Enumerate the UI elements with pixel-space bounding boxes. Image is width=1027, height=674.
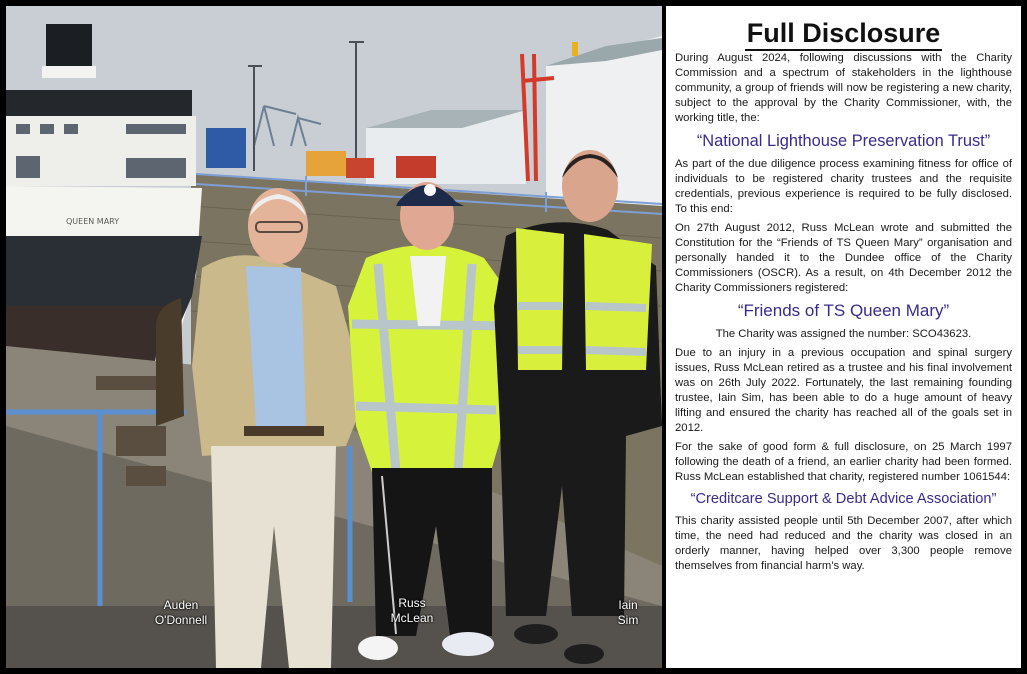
caption-russ-line-1: Russ: [398, 596, 426, 610]
container-yellow: [306, 151, 346, 176]
caption-iain-line-1: Iain: [618, 598, 638, 612]
ship-name-text: QUEEN MARY: [66, 217, 120, 226]
heading-friends-of-ts-queen-mary: “Friends of TS Queen Mary”: [737, 301, 950, 320]
page-title: [675, 18, 1012, 48]
paragraph-closure: This charity assisted people until 5th December 2007, after which time, the need had reduced and the charity was closed in an orderly manner, having helped over 3,300 people remove themselves from financial harm's way.: [675, 515, 1012, 572]
caption-iain-sim: [606, 598, 650, 628]
yellow-beacon: [572, 42, 578, 56]
paragraph-constitution: On 27th August 2012, Russ McLean wrote and submitted the Constitution for the “Friends of TS Queen Mary” organisation and personally handed it to the Dundee office of the Charity Commissioners (OSCR). As a result, on 4th December 2012 the Charity Commissioners registered:: [675, 222, 1012, 294]
paragraph-earlier-charity: For the sake of good form & full disclosure, on 25 March 1997 following the death of a friend, an earlier charity had been formed. Russ McLean established that charity, registered number 1061544:: [675, 441, 1012, 483]
caption-russ-line-2: McLean: [390, 611, 434, 625]
group-photo: [6, 6, 662, 668]
full-disclosure-panel: [666, 6, 1021, 668]
gravel-ground: [6, 606, 662, 668]
container-red: [346, 158, 374, 178]
caption-russ-mclean: [382, 596, 442, 626]
container-red-2: [396, 156, 436, 178]
caption-auden-line-2: O'Donnell: [154, 613, 208, 627]
dock-scene-illustration: [6, 6, 662, 668]
blue-machinery: [206, 128, 246, 168]
paragraph-due-diligence: As part of the due diligence process examining fitness for office of individuals to be registered charity trustees and the requisite credentials, previous experience is required to be fully disclosed. To this end:: [675, 158, 1012, 215]
caption-iain-line-2: Sim: [617, 613, 639, 627]
paragraph-charity-number: The Charity was assigned the number: SCO43623.: [715, 328, 972, 340]
heading-national-lighthouse-preservation-trust: “National Lighthouse Preservation Trust”: [696, 132, 991, 150]
paragraph-retirement: Due to an injury in a previous occupation and spinal surgery issues, Russ McLean retired as a trustee and his final involvement was on 26th July 2022. Fortunately, the last remaining founding trustee, Iain Sim, has been able to do a huge amount of heavy lifting and ensured the charity has reached all of the goals set in 2012.: [675, 347, 1012, 434]
page-title-text: Full Disclosure: [745, 18, 943, 51]
caption-auden-line-1: Auden: [163, 598, 199, 612]
caption-auden-odonnell: [138, 598, 224, 628]
heading-creditcare-support: “Creditcare Support & Debt Advice Association”: [690, 491, 997, 507]
paragraph-intro: During August 2024, following discussions with the Charity Commission and a spectrum of stakeholders in the lighthouse community, a group of friends will now be registering a new charity, subject to the approval by the Charity Commissioner, with, the working title, the:: [675, 52, 1012, 124]
